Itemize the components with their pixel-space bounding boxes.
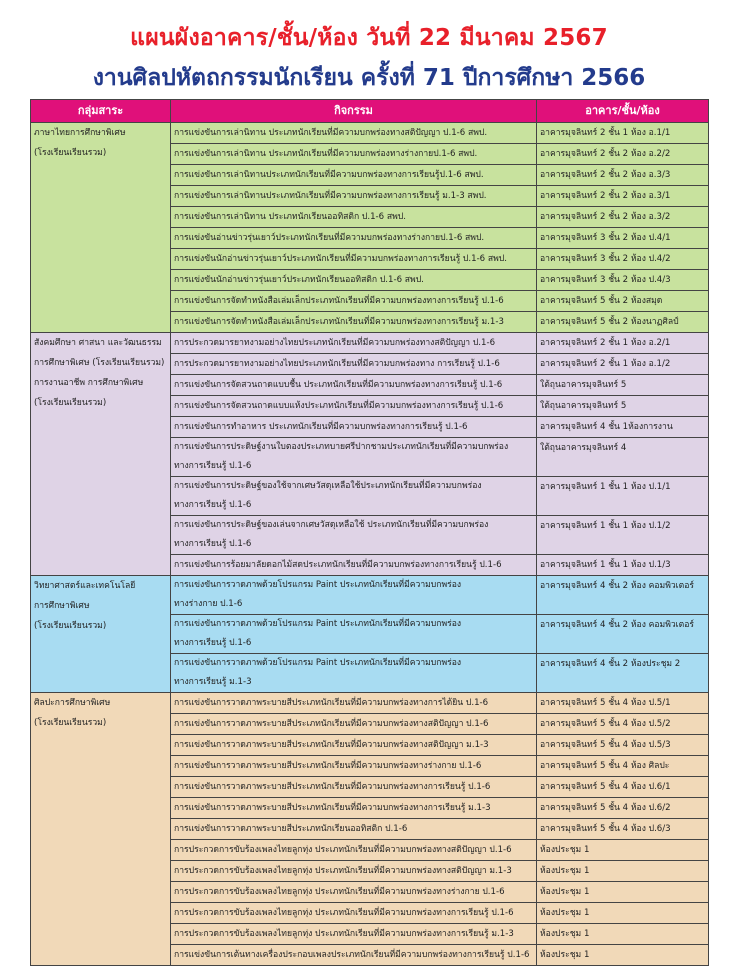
activity-cell: การประกวดการขับร้องเพลงไทยลูกทุ่ง ประเภทนักเรียนที่มีความบกพร่องทางสติปัญญา ป.1-6 — [171, 840, 537, 861]
location-cell: อาคารมุจลินทร์ 5 ชั้น 4 ห้อง ป.6/1 — [537, 777, 709, 798]
activity-cell: การแข่งขันการวาดภาพระบายสีประเภทนักเรียนที่มีความบกพร่องทางการเรียนรู้ ป.1-6 — [171, 777, 537, 798]
group-name-line: สังคมศึกษา ศาสนา และวัฒนธรรม — [34, 338, 162, 348]
table-row — [31, 576, 709, 615]
location-cell: อาคารมุจลินทร์ 3 ชั้น 2 ห้อง ป.4/1 — [537, 228, 709, 249]
group-cell — [31, 333, 171, 576]
activity-cell: การแข่งขันการเล่านิทานประเภทนักเรียนที่มีความบกพร่องทางการเรียนรู้ ม.1-3 สพป. — [171, 186, 537, 207]
header-group: กลุ่มสาระ — [31, 100, 171, 123]
activity-cell: การแข่งขันการวาดภาพระบายสีประเภทนักเรียนที่มีความบกพร่องทางการเรียนรู้ ม.1-3 — [171, 798, 537, 819]
group-name-line: ศิลปะการศึกษาพิเศษ — [34, 698, 111, 708]
activity-cell: การแข่งขันการวาดภาพระบายสีประเภทนักเรียนออทิสติก ป.1-6 — [171, 819, 537, 840]
header-location: อาคาร/ชั้น/ห้อง — [537, 100, 709, 123]
activity-cell: การประกวดการขับร้องเพลงไทยลูกทุ่ง ประเภทนักเรียนที่มีความบกพร่องทางร่างกาย ป.1-6 — [171, 882, 537, 903]
activity-cell: การแข่งขันการจัดทำหนังสือเล่มเล็กประเภทนักเรียนที่มีความบกพร่องทางการเรียนรู้ ม.1-3 — [171, 312, 537, 333]
location-cell: ห้องประชุม 1 — [537, 903, 709, 924]
activity-cell: การแข่งขันการประดิษฐ์ของใช้จากเศษวัสดุเหลือใช้ประเภทนักเรียนที่มีความบกพร่อง ทางการเรียนรู้ ป.1-6 — [171, 477, 537, 516]
activity-cell: การแข่งขันการจัดสวนถาดแบบชื้น ประเภทนักเรียนที่มีความบกพร่องทางการเรียนรู้ ป.1-6 — [171, 375, 537, 396]
activity-cell: การแข่งขันอ่านข่าวรุ่นเยาว์ประเภทนักเรียนที่มีความบกพร่องทางร่างกายป.1-6 สพป. — [171, 228, 537, 249]
activity-cell: การแข่งขันการวาดภาพระบายสีประเภทนักเรียนที่มีความบกพร่องทางร่างกาย ป.1-6 — [171, 756, 537, 777]
location-cell: ห้องประชุม 1 — [537, 945, 709, 966]
location-cell: อาคารมุจลินทร์ 4 ชั้น 2 ห้อง คอมพิวเตอร์ — [537, 576, 709, 615]
group-name-line: (โรงเรียนเรียนรวม) — [34, 148, 107, 158]
group-name-line: (โรงเรียนเรียนรวม) — [34, 718, 107, 728]
activity-cell: การประกวดการขับร้องเพลงไทยลูกทุ่ง ประเภทนักเรียนที่มีความบกพร่องทางการเรียนรู้ ป.1-6 — [171, 903, 537, 924]
group-name-line: วิทยาศาสตร์และเทคโนโลยี — [34, 581, 136, 591]
activity-cell: การแข่งขันการวาดภาพระบายสีประเภทนักเรียนที่มีความบกพร่องทางการได้ยิน ป.1-6 — [171, 693, 537, 714]
group-name-line: การศึกษาพิเศษ — [34, 601, 90, 611]
group-cell — [31, 693, 171, 966]
activity-cell: การแข่งขันการร้อยมาลัยดอกไม้สดประเภทนักเรียนที่มีความบกพร่องทางการเรียนรู้ ป.1-6 — [171, 555, 537, 576]
location-cell: อาคารมุจลินทร์ 3 ชั้น 2 ห้อง ป.4/3 — [537, 270, 709, 291]
location-cell: อาคารมุจลินทร์ 1 ชั้น 1 ห้อง ป.1/1 — [537, 477, 709, 516]
table-body — [31, 123, 709, 966]
activity-cell: การแข่งขันการจัดทำหนังสือเล่มเล็กประเภทนักเรียนที่มีความบกพร่องทางการเรียนรู้ ป.1-6 — [171, 291, 537, 312]
page-title: แผนผังอาคาร/ชั้น/ห้อง วันที่ 22 มีนาคม 2567 — [130, 25, 608, 51]
activity-cell: การแข่งขันนักอ่านข่าวรุ่นเยาว์ประเภทนักเรียนออทิสติก ป.1-6 สพป. — [171, 270, 537, 291]
activity-cell: การประกวดมารยาทงามอย่างไทยประเภทนักเรียนที่มีความบกพร่องทางสติปัญญา ป.1-6 — [171, 333, 537, 354]
activity-cell: การแข่งขันการเต้นทางเครื่องประกอบเพลงประเภทนักเรียนที่มีความบกพร่องทางการเรียนรู้ ป.1-6 — [171, 945, 537, 966]
location-cell: อาคารมุจลินทร์ 5 ชั้น 4 ห้อง ป.5/3 — [537, 735, 709, 756]
location-cell: ห้องประชุม 1 — [537, 861, 709, 882]
activity-cell: การแข่งขันการเล่านิทานประเภทนักเรียนที่มีความบกพร่องทางการเรียนรู้ป.1-6 สพป. — [171, 165, 537, 186]
location-cell: อาคารมุจลินทร์ 2 ชั้น 2 ห้อง อ.3/2 — [537, 207, 709, 228]
group-name-line: การศึกษาพิเศษ (โรงเรียนเรียนรวม) — [34, 358, 165, 368]
location-cell: ห้องประชุม 1 — [537, 840, 709, 861]
activity-cell: การแข่งขันการวาดภาพด้วยโปรแกรม Paint ประเภทนักเรียนที่มีความบกพร่อง ทางการเรียนรู้ ม.1-3 — [171, 654, 537, 693]
activity-cell: การประกวดการขับร้องเพลงไทยลูกทุ่ง ประเภทนักเรียนที่มีความบกพร่องทางการเรียนรู้ ม.1-3 — [171, 924, 537, 945]
location-cell: อาคารมุจลินทร์ 3 ชั้น 2 ห้อง ป.4/2 — [537, 249, 709, 270]
activity-cell: การแข่งขันการจัดสวนถาดแบบแห้งประเภทนักเรียนที่มีความบกพร่องทางการเรียนรู้ ป.1-6 — [171, 396, 537, 417]
group-cell — [31, 576, 171, 693]
location-cell: อาคารมุจลินทร์ 1 ชั้น 1 ห้อง ป.1/2 — [537, 516, 709, 555]
location-cell: อาคารมุจลินทร์ 5 ชั้น 2 ห้องสมุด — [537, 291, 709, 312]
location-cell: ใต้ถุนอาคารมุจลินทร์ 4 — [537, 438, 709, 477]
location-cell: ใต้ถุนอาคารมุจลินทร์ 5 — [537, 375, 709, 396]
location-cell: ใต้ถุนอาคารมุจลินทร์ 5 — [537, 396, 709, 417]
header-activity: กิจกรรม — [171, 100, 537, 123]
location-cell: อาคารมุจลินทร์ 2 ชั้น 1 ห้อง อ.1/2 — [537, 354, 709, 375]
location-cell: ห้องประชุม 1 — [537, 924, 709, 945]
activity-cell: การแข่งขันการวาดภาพด้วยโปรแกรม Paint ประเภทนักเรียนที่มีความบกพร่อง ทางการเรียนรู้ ป.1-6 — [171, 615, 537, 654]
table-row — [31, 123, 709, 144]
location-cell: อาคารมุจลินทร์ 2 ชั้น 1 ห้อง อ.2/1 — [537, 333, 709, 354]
location-cell: อาคารมุจลินทร์ 2 ชั้น 2 ห้อง อ.3/3 — [537, 165, 709, 186]
location-cell: อาคารมุจลินทร์ 4 ชั้น 1ห้องการงาน — [537, 417, 709, 438]
location-cell: อาคารมุจลินทร์ 5 ชั้น 2 ห้องนาฏศิลป์ — [537, 312, 709, 333]
location-cell: อาคารมุจลินทร์ 5 ชั้น 4 ห้อง ป.5/2 — [537, 714, 709, 735]
location-cell: อาคารมุจลินทร์ 2 ชั้น 1 ห้อง อ.1/1 — [537, 123, 709, 144]
group-name-line: ภาษาไทยการศึกษาพิเศษ — [34, 128, 126, 138]
location-cell: อาคารมุจลินทร์ 2 ชั้น 2 ห้อง อ.2/2 — [537, 144, 709, 165]
location-cell: อาคารมุจลินทร์ 5 ชั้น 4 ห้อง ป.6/2 — [537, 798, 709, 819]
table-row — [31, 333, 709, 354]
location-cell: อาคารมุจลินทร์ 5 ชั้น 4 ห้อง ป.6/3 — [537, 819, 709, 840]
location-cell: ห้องประชุม 1 — [537, 882, 709, 903]
activity-cell: การแข่งขันการทำอาหาร ประเภทนักเรียนที่มีความบกพร่องทางการเรียนรู้ ป.1-6 — [171, 417, 537, 438]
group-name-line: (โรงเรียนเรียนรวม) — [34, 621, 107, 631]
group-cell — [31, 123, 171, 333]
location-cell: อาคารมุจลินทร์ 4 ชั้น 2 ห้องประชุม 2 — [537, 654, 709, 693]
activity-cell: การแข่งขันการเล่านิทาน ประเภทนักเรียนออทิสติก ป.1-6 สพป. — [171, 207, 537, 228]
activity-cell: การแข่งขันนักอ่านข่าวรุ่นเยาว์ประเภทนักเรียนที่มีความบกพร่องทางการเรียนรู้ ป.1-6 สพป. — [171, 249, 537, 270]
group-name-line: (โรงเรียนเรียนรวม) — [34, 398, 107, 408]
table-row — [31, 693, 709, 714]
activity-cell: การแข่งขันการวาดภาพระบายสีประเภทนักเรียนที่มีความบกพร่องทางสติปัญญา ม.1-3 — [171, 735, 537, 756]
activity-cell: การแข่งขันการประดิษฐ์งานใบตองประเภทบายศรีปากชามประเภทนักเรียนที่มีความบกพร่อง ทางการเรียนรู้ ป.1-6 — [171, 438, 537, 477]
activity-cell: การประกวดการขับร้องเพลงไทยลูกทุ่ง ประเภทนักเรียนที่มีความบกพร่องทางสติปัญญา ม.1-3 — [171, 861, 537, 882]
page-subtitle: งานศิลปหัตถกรรมนักเรียน ครั้งที่ 71 ปีการศึกษา 2566 — [92, 65, 646, 91]
activity-cell: การแข่งขันการวาดภาพด้วยโปรแกรม Paint ประเภทนักเรียนที่มีความบกพร่อง ทางร่างกาย ป.1-6 — [171, 576, 537, 615]
schedule-table — [30, 99, 709, 966]
activity-cell: การแข่งขันการเล่านิทาน ประเภทนักเรียนที่มีความบกพร่องทางสติปัญญา ป.1-6 สพป. — [171, 123, 537, 144]
location-cell: อาคารมุจลินทร์ 4 ชั้น 2 ห้อง คอมพิวเตอร์ — [537, 615, 709, 654]
location-cell: อาคารมุจลินทร์ 5 ชั้น 4 ห้อง ป.5/1 — [537, 693, 709, 714]
location-cell: อาคารมุจลินทร์ 5 ชั้น 4 ห้อง ศิลปะ — [537, 756, 709, 777]
group-name-line: การงานอาชีพ การศึกษาพิเศษ — [34, 378, 144, 388]
location-cell: อาคารมุจลินทร์ 2 ชั้น 2 ห้อง อ.3/1 — [537, 186, 709, 207]
activity-cell: การแข่งขันการเล่านิทาน ประเภทนักเรียนที่มีความบกพร่องทางร่างกายป.1-6 สพป. — [171, 144, 537, 165]
location-cell: อาคารมุจลินทร์ 1 ชั้น 1 ห้อง ป.1/3 — [537, 555, 709, 576]
activity-cell: การแข่งขันการประดิษฐ์ของเล่นจากเศษวัสดุเหลือใช้ ประเภทนักเรียนที่มีความบกพร่อง ทางการเรียนรู้ ป.1-6 — [171, 516, 537, 555]
table-header-row — [31, 100, 709, 123]
activity-cell: การแข่งขันการวาดภาพระบายสีประเภทนักเรียนที่มีความบกพร่องทางสติปัญญา ป.1-6 — [171, 714, 537, 735]
activity-cell: การประกวดมารยาทงามอย่างไทยประเภทนักเรียนที่มีความบกพร่องทาง การเรียนรู้ ป.1-6 — [171, 354, 537, 375]
